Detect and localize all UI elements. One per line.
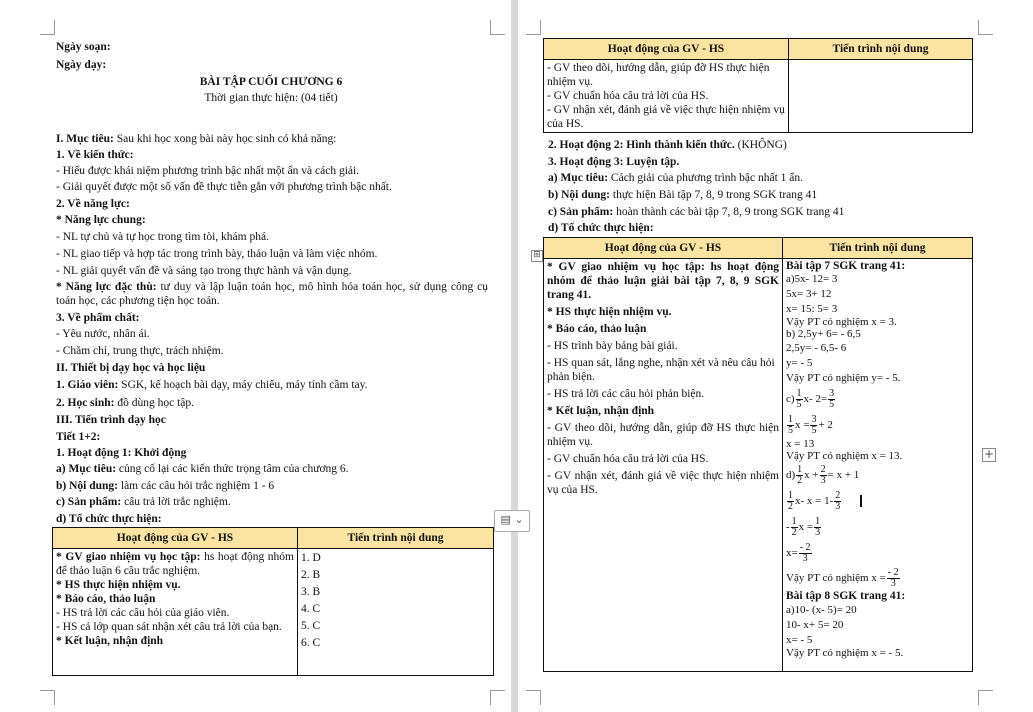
add-column-button[interactable]: + [983,447,995,461]
hd3-san-pham [548,205,844,219]
hd3-muc-tieu-label: a) Mục tiêu: [548,172,609,184]
fraction [887,568,900,589]
task-assignment [56,550,294,578]
report-heading: * Báo cáo, thảo luận [547,323,647,335]
math-line: 10- x+ 5= 20 [786,619,844,631]
hoat-dong-2-label: 2. Hoạt động 2: Hình thành kiến thức. [548,139,735,151]
fraction [814,517,821,538]
nang-luc-dac-thu-text: tư duy và lập luận toán học, mô hình hóa toán học, sử dụng công cụ toán học, các phương tiện học toán. [56,281,488,307]
answer-item: 5. C [301,620,321,632]
math-line [786,514,969,540]
table-header-content: Tiến trình nội dung [783,238,973,259]
activity-cell [544,60,789,133]
table-header-row [53,528,494,549]
hd1-muc-tieu-label: a) Mục tiêu: [56,463,117,475]
nang-luc-1: - NL tự chủ và tự học trong tìm tòi, khám phá. [56,231,269,243]
page-gap [511,0,518,712]
conclusion-item: - GV chuẩn hóa câu trả lời của HS. [547,453,709,465]
hs-task: * HS thực hiện nhiệm vụ. [547,306,672,318]
report-item: - HS quan sát, lắng nghe, nhận xét và nêu câu hỏi phản biện. [547,357,775,383]
nang-luc-3: - NL giải quyết vấn đề và sáng tạo trong thực hành và vận dụng. [56,265,352,277]
nang-luc-dac-thu-label: * Năng lực đặc thù: [56,281,157,293]
muc-tieu-label: I. Mục tiêu: [56,133,114,145]
conclusion-item: - GV nhận xét, đánh giá về việc thực hiện nhiệm vụ của HS. [547,470,779,496]
fraction [828,389,835,410]
denominator: 2 [791,526,797,538]
math-text: + 2 [818,419,833,431]
numerator: 1 [797,463,803,475]
nang-luc-heading: 2. Về năng lực: [56,198,130,210]
answer-item: 2. B [301,569,321,581]
math-line: 2,5y= - 6,5- 6 [786,342,847,354]
fraction [791,517,798,538]
tien-trinh-heading: III. Tiến trình dạy học [56,414,166,426]
math-line: Vậy PT có nghiệm x = 13. [786,450,903,462]
hd1-noi-dung-text: làm các câu hỏi trắc nghiệm 1 - 6 [118,480,275,492]
numerator: - 2 [887,566,899,578]
fraction [787,415,794,436]
text-cursor [860,495,862,507]
content-cell [789,60,973,133]
table-header-row [544,39,973,60]
math-text: - [786,521,790,533]
math-line: x= 15: 5= 3 [786,303,838,315]
math-line [786,412,969,438]
exercise-8-heading: Bài tập 8 SGK trang 41: [786,590,906,602]
crop-mark [490,20,505,35]
crop-mark [526,690,541,705]
fraction [820,465,827,486]
answer-item: 4. C [301,603,321,615]
math-line [786,462,969,488]
table-row [53,549,494,676]
math-text: = x + 1 [827,469,860,481]
math-line: x = 13 [786,438,815,450]
report-item: - HS trình bày bảng bài giải. [547,340,678,352]
task-label: * GV giao nhiệm vụ học tập: [56,551,201,563]
conclusion-heading: * Kết luận, nhận định [547,405,655,417]
denominator: 2 [797,474,803,486]
math-text: x= [786,547,798,559]
hd1-san-pham-text: câu trả lời trắc nghiệm. [121,496,231,508]
pham-chat-1: - Yêu nước, nhân ái. [56,328,150,340]
kien-thuc-heading: 1. Về kiến thức: [56,149,134,161]
hd3-muc-tieu-text: Cách giải của phương trình bậc nhất 1 ẩn. [608,172,804,184]
nang-luc-dac-thu [56,280,488,308]
numerator: 1 [788,489,793,501]
thiet-bi-heading: II. Thiết bị dạy học và học liệu [56,362,206,374]
numerator: 3 [829,387,835,399]
hs-task: * HS thực hiện nhiệm vụ. [56,579,181,591]
tiet-label: Tiết 1+2: [56,431,101,443]
numerator: 1 [796,387,802,399]
report-item: - HS cả lớp quan sát nhận xét câu trả lời của bạn. [56,621,282,633]
hoat-dong-3: 3. Hoạt động 3: Luyện tập. [548,156,680,168]
math-text: x- x = 1- [795,495,834,507]
fraction [796,389,803,410]
numerator: - 2 [799,541,811,553]
ngay-soan: Ngày soạn: [56,41,111,53]
conclusion-item: - GV nhận xét, đánh giá về việc thực hiện nhiệm vụ của HS. [547,104,785,130]
math-line [786,566,969,590]
conclusion-item: - GV theo dõi, hướng dẫn, giúp đỡ HS thực hiện nhiệm vụ. [547,62,770,88]
crop-mark [526,20,541,35]
numerator: 2 [835,489,841,501]
math-line: a)10- (x- 5)= 20 [786,604,857,616]
muc-tieu [56,132,336,146]
answer-item: 1. D [301,552,321,564]
table-header-activity: Hoạt động của GV - HS [53,528,298,549]
muc-tieu-text: Sau khi học xong bài này học sinh có khả năng: [113,133,337,145]
ngay-day: Ngày dạy: [56,59,107,71]
activity-cell [544,259,783,672]
hd3-san-pham-label: c) Sản phẩm: [548,206,614,218]
activity-table-1 [52,527,494,676]
hoc-sinh [56,396,194,410]
hoat-dong-2-text: (KHÔNG) [734,139,787,151]
hd1-noi-dung [56,479,274,493]
numerator: 1 [788,413,793,425]
fraction [787,491,794,512]
math-line: y= - 5 [786,357,813,369]
crop-mark [40,20,55,35]
fraction [834,491,841,512]
denominator: 5 [796,398,802,410]
table-row [544,60,973,133]
kien-thuc-2: - Giải quyết được một số vấn đề thực tiễn gắn với phương trình bậc nhất. [56,181,392,193]
conclusion-heading: * Kết luận, nhận định [56,635,164,647]
crop-mark [490,690,505,705]
answer-item: 6. C [301,637,321,649]
answer-item: 3. B [301,586,321,598]
crop-mark [40,690,55,705]
hd3-san-pham-text: hoàn thành các bài tập 7, 8, 9 trong SGK trang 41 [613,206,845,218]
solution-cell [783,259,973,672]
conclusion-item: - GV theo dõi, hướng dẫn, giúp đỡ HS thực hiện nhiệm vụ. [547,422,779,448]
math-text: d) [786,469,796,481]
page-title: BÀI TẬP CUỐI CHƯƠNG 6 [199,76,343,88]
hd1-san-pham [56,495,231,509]
math-text: c) [786,393,795,405]
fraction [796,465,803,486]
hd1-muc-tieu [56,462,349,476]
denominator: 2 [788,500,793,512]
denominator: 5 [788,424,793,436]
fraction [810,415,817,436]
hd1-muc-tieu-text: củng cố lại các kiến thức trọng tâm của chương 6. [116,463,349,475]
activity-cell [53,549,298,676]
page-right [518,0,1033,712]
math-line: Vậy PT có nghiệm y= - 5. [786,372,901,384]
denominator: 5 [811,424,817,436]
nang-luc-chung: * Năng lực chung: [56,214,146,226]
hd3-to-chuc: d) Tổ chức thực hiện: [548,222,654,234]
hoc-sinh-text: đồ dùng học tập. [114,397,194,409]
report-heading: * Báo cáo, thảo luận [56,593,156,605]
math-line [786,386,969,412]
pham-chat-2: - Chăm chỉ, trung thực, trách nhiệm. [56,345,224,357]
table-header-activity: Hoạt động của GV - HS [544,238,783,259]
activity-table-2 [543,237,973,672]
fraction [799,543,812,564]
hoat-dong-1-heading: 1. Hoạt động 1: Khởi động [56,447,187,459]
table-header-activity: Hoạt động của GV - HS [544,39,789,60]
crop-mark [978,690,993,705]
table-header-content: Tiến trình nội dung [298,528,494,549]
nang-luc-2: - NL giao tiếp và hợp tác trong trình bày, thảo luận và làm việc nhóm. [56,248,378,260]
math-line: x= - 5 [786,634,813,646]
task-text: hs hoạt động nhóm để thảo luận giải bài tập 7, 8, 9 SGK trang 41. [547,261,780,301]
denominator: 3 [802,552,808,564]
report-item: - HS trả lời các câu hỏi của giáo viên. [56,607,230,619]
math-text: x + [804,469,819,481]
hoat-dong-2 [548,138,787,152]
math-text: x = [798,521,814,533]
denominator: 3 [815,526,821,538]
giao-vien-label: 1. Giáo viên: [56,379,119,391]
activity-table-continued [543,38,973,133]
math-text: x- 2= [803,393,828,405]
hd1-noi-dung-label: b) Nội dung: [56,480,118,492]
math-line: Vậy PT có nghiệm x = - 5. [786,647,904,659]
page-left [0,0,511,712]
pham-chat-heading: 3. Về phẩm chất: [56,312,140,324]
page-subtitle: Thời gian thực hiện: (04 tiết) [204,92,338,104]
task-assignment [547,260,779,302]
math-text: Vậy PT có nghiệm x = [786,572,886,584]
giao-vien-text: SGK, kế hoạch bài dạy, máy chiếu, máy tính cầm tay. [118,379,368,391]
table-header-row [544,238,973,259]
hoc-sinh-label: 2. Học sinh: [56,397,115,409]
table-row [544,259,973,672]
table-header-content: Tiến trình nội dung [789,39,973,60]
math-line [786,488,969,514]
math-line: 5x= 3+ 12 [786,288,832,300]
denominator: 5 [829,398,835,410]
numerator: 3 [811,413,817,425]
exercise-7-heading: Bài tập 7 SGK trang 41: [786,260,906,272]
layout-options-button[interactable]: ▤ ⌄ [494,510,530,532]
task-label: * GV giao nhiệm vụ học tập: [547,261,705,273]
table-move-handle[interactable]: ⊞ [531,250,543,262]
hd3-noi-dung-label: b) Nội dung: [548,189,610,201]
numerator: 1 [815,515,821,527]
kien-thuc-1: - Hiểu được khái niệm phương trình bậc nhất một ẩn và cách giải. [56,165,360,177]
hd1-san-pham-label: c) Sản phẩm: [56,496,122,508]
denominator: 3 [835,500,841,512]
denominator: 3 [890,577,896,589]
hd1-to-chuc: d) Tổ chức thực hiện: [56,513,162,525]
hd3-muc-tieu [548,171,803,185]
math-line: a)5x- 12= 3 [786,273,838,285]
math-line [786,540,969,566]
numerator: 1 [791,515,797,527]
crop-mark [978,20,993,35]
hd3-noi-dung [548,188,817,202]
math-text: x = [795,419,810,431]
math-line: Vậy PT có nghiệm x = 3. [786,316,897,328]
task-text: hs hoạt động nhóm để thảo luận 6 câu trắc nghiệm. [56,551,294,577]
hd3-noi-dung-text: thực hiện Bài tập 7, 8, 9 trong SGK trang 41 [610,189,818,201]
giao-vien [56,378,368,392]
numerator: 2 [820,463,826,475]
report-item: - HS trả lời các câu hỏi phản biện. [547,388,705,400]
conclusion-item: - GV chuẩn hóa câu trả lời của HS. [547,90,709,102]
math-line: b) 2,5y+ 6= - 6,5 [786,328,861,340]
answers-cell [298,549,494,676]
denominator: 3 [820,474,826,486]
